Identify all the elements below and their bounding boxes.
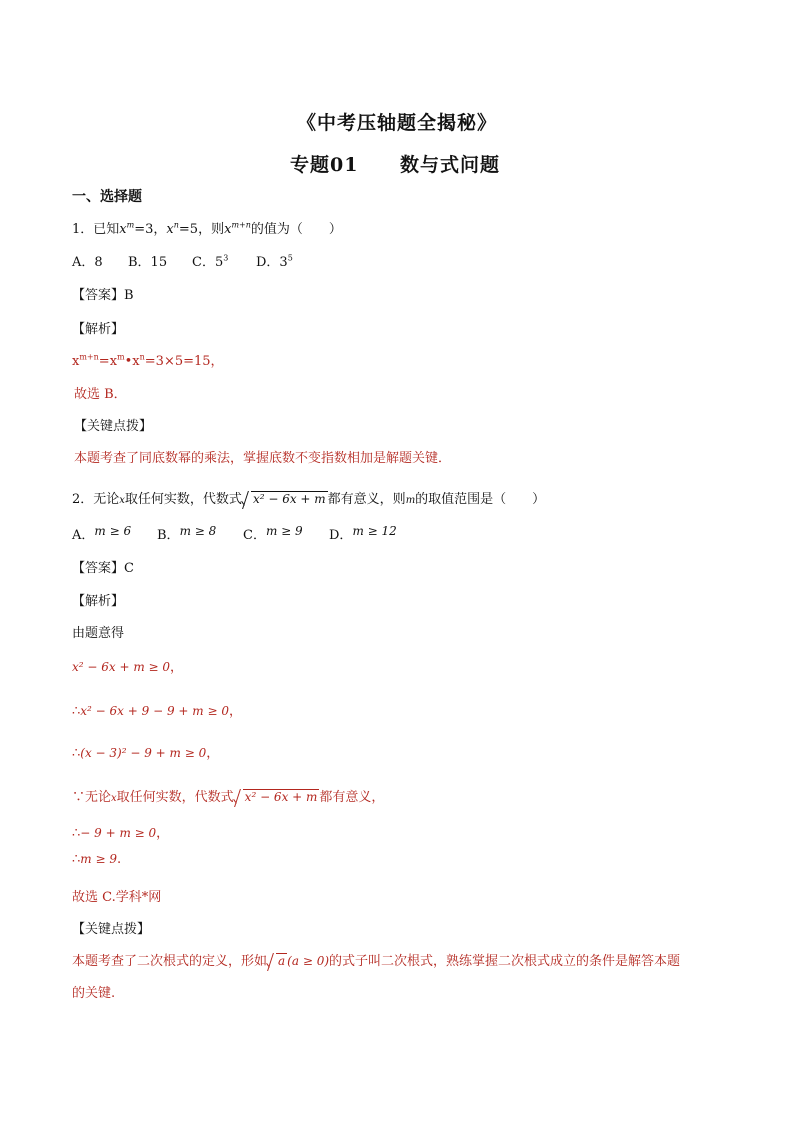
q1-x2: x	[166, 222, 174, 237]
q1-option-c	[192, 251, 256, 270]
q2-keypoint-text	[72, 950, 680, 969]
q1-sep: ，	[153, 222, 167, 237]
q2-stem-b: 取任何实数，代数式	[124, 492, 242, 507]
q1-x: x	[119, 222, 127, 237]
q2-stem-d: 的取值范围是（ ）	[415, 492, 546, 507]
q2-stem	[72, 488, 545, 507]
q2-stem-x: x	[119, 495, 125, 506]
q2-line5	[72, 822, 169, 841]
q1-eq3: =3	[134, 222, 154, 237]
q1-option-d	[256, 255, 293, 270]
q2-keypoint-cond: (a ≥ 0)	[287, 954, 330, 968]
q2-keypoint-sqrt	[267, 953, 287, 969]
q2-line5-math: − 9 + m ≥ 0	[80, 826, 157, 840]
q2-option-c	[243, 524, 329, 543]
q2-line2-end: ，	[228, 704, 242, 719]
q2-line5-end: ，	[156, 826, 170, 841]
q2-option-d-math: m ≥ 12	[352, 524, 397, 538]
q2-keypoint-label: 【关键点拨】	[72, 922, 151, 937]
q1-options	[72, 251, 293, 270]
q1-x3: x	[224, 222, 232, 237]
q1-option-d-exp: 5	[287, 253, 293, 263]
q1-keypoint-label: 【关键点拨】	[74, 419, 153, 434]
q2-radicand: x² − 6x + m	[252, 492, 326, 506]
q2-given: 由题意得	[72, 626, 125, 641]
q2-line3	[72, 742, 219, 761]
q2-line3-math: (x − 3)² − 9 + m ≥ 0	[80, 746, 207, 760]
q2-option-b-label: B．	[157, 528, 180, 543]
q1-option-c-exp: 3	[223, 253, 229, 263]
q2-option-a-label: A．	[72, 528, 95, 543]
q1-work-x: x	[72, 354, 80, 369]
q2-analysis-label: 【解析】	[72, 594, 125, 609]
q2-option-d	[329, 524, 397, 543]
q2-line2	[72, 700, 242, 719]
q1-keypoint-text: 本题考查了同底数幂的乘法，掌握底数不变指数相加是解题关键．	[74, 451, 452, 466]
q2-line4-mid: 取任何实数，代数式	[116, 790, 234, 805]
q1-option-a: A．8	[72, 255, 103, 270]
q2-line6-therefore: ∴	[72, 852, 81, 867]
q2-line4-because: ∵无论	[72, 790, 112, 805]
q1-stem-d: 的值为（ ）	[250, 222, 342, 237]
q2-line6	[72, 852, 121, 867]
q1-eq5: =5	[178, 222, 199, 237]
section-heading: 一、选择题	[72, 189, 142, 205]
q1-stem-c: ，则	[198, 222, 225, 237]
q2-line4-sqrt	[234, 789, 320, 805]
q1-work-exp1: m+n	[79, 352, 99, 362]
q2-line4-x: x	[111, 793, 117, 804]
q2-line1	[72, 656, 183, 675]
q1-work	[72, 350, 224, 369]
q1-work-end: =3×5=15，	[144, 354, 224, 369]
q1-work-exp2: m	[117, 352, 125, 362]
q1-work-exp3: n	[139, 352, 145, 362]
q2-answer: 【答案】C	[72, 561, 134, 576]
q2-stem-c: 都有意义，则	[327, 492, 406, 507]
q2-line1-math: x² − 6x + m ≥ 0	[72, 660, 171, 674]
q2-stem-a: 2．无论	[72, 492, 120, 507]
q2-line1-end: ，	[170, 660, 184, 675]
q2-line4-end: 都有意义，	[319, 790, 385, 805]
q2-stem-m: m	[405, 495, 416, 506]
q2-line3-therefore: ∴	[72, 746, 81, 761]
q2-line2-math: x² − 6x + 9 − 9 + m ≥ 0	[80, 704, 229, 718]
q2-keypoint-text-2: 的关键.	[72, 986, 116, 1001]
topic-title: 数与式问题	[400, 154, 501, 176]
q1-option-b: B．15	[128, 255, 168, 270]
q2-option-d-label: D．	[329, 528, 353, 543]
q1-exp-mn: m+n	[231, 220, 251, 230]
topic-number: 专题01	[290, 154, 359, 176]
document-title: 《中考压轴题全揭秘》	[297, 112, 498, 134]
q2-keypoint-a: 本题考查了二次根式的定义，形如	[72, 954, 268, 969]
q2-line5-therefore: ∴	[72, 826, 81, 841]
q2-sqrt	[242, 491, 328, 507]
q2-option-b-math: m ≥ 8	[179, 524, 217, 538]
q1-exp-m: m	[126, 220, 135, 230]
q1-answer: 【答案】B	[72, 288, 134, 303]
q1-exp-n: n	[173, 220, 179, 230]
q2-line2-therefore: ∴	[72, 704, 81, 719]
q1-option-d-base: D．3	[256, 255, 288, 270]
q2-choose: 故选 C.学科*网	[72, 890, 162, 905]
q2-option-c-math: m ≥ 9	[265, 524, 303, 538]
q1-work-mid: =x	[98, 354, 118, 369]
q1-option-c-base: C．5	[192, 255, 224, 270]
q2-option-a	[72, 524, 157, 543]
q2-line3-end: ，	[206, 746, 220, 761]
q2-option-b	[157, 524, 243, 543]
q1-stem	[72, 218, 342, 237]
q1-work-mid2: •x	[124, 354, 140, 369]
q2-line4	[72, 786, 384, 805]
q1-choose: 故选 B．	[74, 387, 127, 402]
q1-analysis-label: 【解析】	[72, 322, 125, 337]
q2-option-a-math: m ≥ 6	[94, 524, 132, 538]
q2-keypoint-radicand: a	[278, 954, 286, 968]
q2-line6-end: .	[116, 852, 122, 867]
q2-line6-math: m ≥ 9	[80, 852, 117, 866]
q2-line4-radicand: x² − 6x + m	[244, 790, 318, 804]
q2-keypoint-b: 的式子叫二次根式，熟练掌握二次根式成立的条件是解答本题	[329, 954, 681, 969]
q1-stem-a: 1．已知	[72, 222, 120, 237]
q2-option-c-label: C．	[243, 528, 266, 543]
q2-options	[72, 524, 397, 543]
